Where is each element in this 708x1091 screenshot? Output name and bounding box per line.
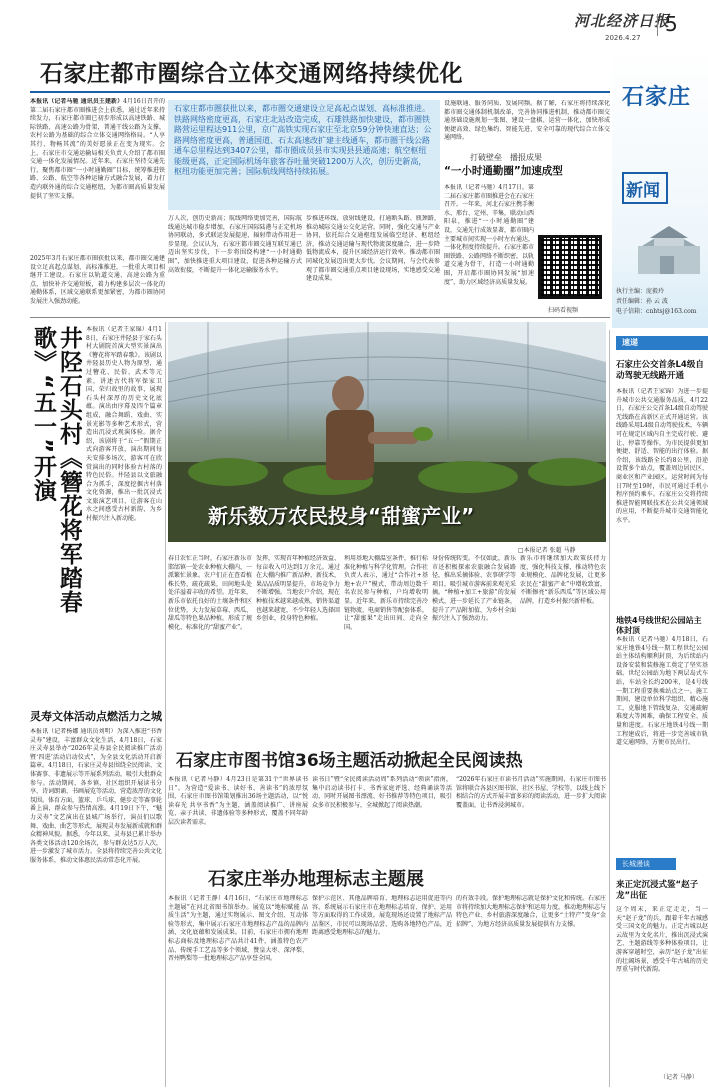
column-label-box	[616, 858, 676, 870]
sub-story-body: 本报讯（记者马驰）4月17日，第二届石家庄都市圈推进会在石家庄召开。一年来，河北石家庄携手衡水、邢台、定州、辛集，联动山西阳泉，推进“一小时通勤圈”建设，交通先行成效显著，都市圈内主要城市间实现一小时左右通达，一体化程度持续提升。石家庄都市圈铁路、公路网络不断织密，以轨道交通为骨干，打造一小时通勤圈，开启都市圈协同发展“加速度”，助力区域经济高质量发展。	[444, 184, 534, 286]
farmers-col-5: 新乐市将继续加大政策扶持力度，强化科技支撑，推动特色农业规模化、品牌化发展，让更多农民在“甜蜜产业”中增收致富，不断擦亮“新乐西瓜”等区域公用品牌，打造乡村振兴新样板。	[520, 555, 606, 605]
photo-overlay-title: 新乐数万农民投身“甜蜜产业”	[208, 504, 475, 528]
lead-column-4: 设施联通、服务同质、发展同频。据了解，石家庄将持续深化都市圈交通体制机制改革，完善协同推进机制，推动都市圈交通基础设施规划一张图、建设一盘棋、运营一体化，加快形成便捷高效、绿色集约、智能先进、安全可靠的现代综合立体交通网络。	[444, 100, 610, 142]
farmers-col-3: 利用基地大棚温室条件，推行标准化种植与科学化管理。合作社负责人表示，通过“合作社+基地+农户”模式，带动周边数千名农民参与种植，户均增收明显。近年来，新乐市持续完善冷链物流、电商销售等配套体系，让“甜蜜果”走出田间、走向全国。	[344, 555, 428, 631]
farmers-col-2: 发挥，实现首年种植经济效益、每亩收入可达到1万余元。通过在大棚内推广新品种、新技术，果品品质明显提升，市场竞争力不断增强。当地农户介绍，现在种植技术越来越成熟，销售渠道也越来越宽，不少年轻人选择回乡创业，投身特色种植。	[256, 555, 340, 623]
farmers-col-1: 春日农忙正当时，石家庄新乐市邯邰镇一处农业种植大棚内，一派繁忙景象。农户们正在查看植株长势、疏花疏果，田间地头处处洋溢着丰收的希望。近年来，新乐市依托良好的土壤条件和区位优势，大力发展草莓、西瓜、甜瓜等特色果品种植，形成了规模化、标准化的“甜蜜产业”。	[168, 555, 252, 631]
lead-callout-text: 石家庄都市圈获批以来，都市圈交通建设立足高起点谋划、高标准推进。铁路网络密度更高，石家庄北站改造完成，石雄铁路加快建设，都市圈铁路营运里程达911公里，京广高铁实现石家庄至北京59分钟快速直达；公路网络密度更高，普通国道、石太高速改扩建主线通车，都市圈干线公路通车总里程达到3407公里，都市圈成员县市实现县县通高速；航空枢纽能级更高，正定国际机场年旅客吞吐量突破1200万人次，创历史新高，枢纽功能更加完善；国际航线网络持续拓展。	[174, 104, 432, 176]
column-author: （记者 马静）	[660, 1074, 698, 1081]
village-vertical-title	[30, 326, 82, 698]
library-col-2: 读书日”暨“全民阅读活动周”系列活动“领读”指南，集中启动读书打卡、书香家庭评选、经典诵读等活动，同时开展图书漂流、好书推荐等特色项目，吸引众多市民积极参与，全城掀起了阅读热潮。	[312, 776, 452, 809]
sub-story-kicker: 打破壁垒 播报成果	[470, 153, 542, 162]
lead-headline: 石家庄都市圈综合立体交通网络持续优化	[40, 61, 463, 87]
video-qr-code[interactable]	[538, 235, 602, 299]
brief-story2-body: 本报讯（记者马驰）4月18日，石家庄地铁4号线一期工程世纪公园站主体结构顺利封顶，为后续站内设备安装和装修施工奠定了坚实基础。世纪公园站为地下两层岛式车站，车站全长约200米，是4号线一期工程重要换乘站点之一。施工期间，建设单位科学组织、精心施工，克服地下管线复杂、交通疏解难度大等困难，确保工程安全、质量和进度。石家庄地铁4号线一期工程建成后，将进一步完善城市轨道交通网络，方便市民出行。	[616, 636, 708, 747]
brief-heading-bar	[616, 336, 708, 350]
section-label: 新闻	[626, 181, 660, 201]
lead-dateline: 本报讯（记者马驰 通讯员王建新）	[30, 98, 124, 105]
farmers-col-4: 身份传统转变。不仅如此，新乐市还积极探索农旅融合发展路径，推出采摘体验、农事研学等项目，吸引城市游客前来观光采摘。“种植+加工+旅游”的发展模式，进一步延长了产业链条，提升了产品附加值，为乡村全面振兴注入了强劲动力。	[432, 555, 516, 623]
page-number: 5	[665, 12, 678, 36]
lead-column-3: 步推进环线、放射线建设，打通断头路、瓶颈路，推动城际交通公交化运营。同时，强化交通与产业协同，依托综合交通枢纽发展临空经济、枢纽经济，推动交通运输与现代物流深度融合，进一步降低物流成本，提升区域经济运行效率。推动都市圈同城化发展迈出更大步伐。会议期间，与会代表参观了都市圈交通重点项目建设现场，实地感受交通建设成果。	[306, 215, 440, 283]
lead-column-2: 万人次，创历史新高；航线网络更加完善，国际航线通达城市稳步增加，石家庄国际陆港与正定机场协同联动，多式联运发展提速，辐射带动作用进一步显现。会议认为，石家庄都市圈交通互联互通已迈出坚实步伐，下一步将围绕构建“一小时通勤圈”，加快推进重大项目建设，促进各种运输方式高效衔接，不断提升一体化运输服务水平。	[168, 215, 302, 274]
city-gate-illustration	[630, 216, 708, 276]
lead-col1-text: 4月16日召开的第二届石家庄都市圈推进会上获悉，通过近年来持续发力，石家庄都市圈已初步形成以高速铁路、城际铁路、高速公路为骨架，普通干线公路为支撑，农村公路为基础的综合立体交通网络格局。“人享其行、物畅其流”的美好愿景正在变为现实。会上，石家庄市交通运输局相关负责人介绍了都市圈交通一体化发展情况。近年来，石家庄坚持交通先行，聚焦都市圈“一小时通勤圈”目标，统筹推进铁路、公路、航空等各种运输方式融合发展，着力打造内联外通的综合交通枢纽，为都市圈高质量发展提供了坚实支撑。	[30, 98, 165, 200]
gi-headline: 石家庄举办地理标志主题展	[208, 869, 424, 890]
library-col-1: 本报讯（记者马静）4月23日是第31个“世界读书日”。为营造“爱读书、读好书、善读书”的浓厚氛围，石家庄市图书馆策划推出36场主题活动，以“悦读春光 共享书香”为主题，涵盖阅读推广、讲座展览、亲子共读、非遗体验等多种形式，覆盖不同年龄层次读者需求。	[168, 776, 308, 826]
village-title-text: 井陉石头村《簪花将军踏春歌》“五一”开演	[30, 326, 82, 614]
section-city: 石家庄	[622, 84, 692, 110]
lead-callout-box	[168, 100, 440, 210]
brief-story1-title: 石家庄公交首条L4级自动驾驶无线路开通	[616, 360, 704, 381]
email-credit	[616, 306, 696, 315]
farmer-photo	[168, 322, 606, 542]
gi-col-2: 保护示范区、其他品牌培育、地理标志运用促进等内容，系统展示石家庄市在地理标志培育、保护、运用等方面取得的工作成效。展览现场还设置了地标产品品鉴区，市民可以现场品尝、选购各地特色产品，近距离感受地理标志的魅力。	[312, 895, 452, 937]
column-label: 长城漫谈	[622, 860, 650, 868]
editor-credit: 执行主编：庞毅玲	[616, 288, 665, 295]
headline-rule	[30, 91, 610, 93]
horizontal-divider	[30, 317, 610, 318]
email-address: cnhtsj@163.com	[646, 308, 697, 315]
qr-caption: 扫码看视频	[548, 307, 579, 314]
email-label: 电子信箱：	[616, 308, 647, 315]
section-header	[612, 48, 708, 328]
lead-column-1b: 2025年3月石家庄都市圈获批以来，都市圈交通建设立足高起点谋划、高标准推进，一批重大项目相继开工建设。石家庄以轨道交通、高速公路为重点，加快补齐交通短板，着力构建多层次一体化的通勤体系，区域交通联系更加紧密，为都市圈协同发展注入强劲动能。	[30, 255, 165, 305]
issue-date: 2026.4.27	[605, 34, 641, 42]
brief-story2-title: 地铁4号线世纪公园站主体封顶	[616, 616, 702, 635]
brief-column	[612, 330, 708, 1091]
paper-name: 河北经济日报	[574, 12, 671, 30]
masthead	[0, 0, 708, 40]
library-col-3: “2026年石家庄市读书月活动”实施期间，石家庄市图书馆将联合各县区图书馆、社区书屋、学校等，以线上线下相结合的方式开展丰富多彩的阅读活动，进一步扩大阅读覆盖面，让书香浸润城市。	[456, 776, 606, 809]
column-body: 这个周末，来正定走走，当一天“赵子龙”的兵，跟着千年古城感受三国文化的魅力。正定古城以赵云故里为文化名片，推出沉浸式演艺、主题游线等多种体验项目，让游客穿越时空，亲历“赵子龙”出征的壮阔场景，感受千年古城的历史厚重与时代新韵。	[616, 906, 708, 974]
culture-body: 本报讯（记者杨娜 通讯员刘明）为深入推进“书香灵寿”建设，丰富群众文化生活，4月18日，石家庄灵寿县举办“2026年灵寿县全民阅读推广活动暨‘四进’活动启动仪式”，为全县文化活动开启新篇章。4月18日，石家庄灵寿县围绕全民阅读、文体赛事、非遗展示等开展系列活动，吸引大批群众参与。活动期间，各乡镇、社区组织开展读书分享、诗词朗诵、书画展览等活动，营造浓厚的文化氛围。体育方面，篮球、乒乓球、健步走等赛事轮番上演，群众参与热情高涨。4月19日下午，“魅力灵寿”文艺演出在县城广场举行，演员们以歌舞、戏曲、曲艺等形式，展现灵寿发展新成就和群众精神风貌。据悉，今年以来，灵寿县已累计举办各类文体活动120余场次，参与群众达5万人次，进一步激发了城市活力。全县将持续完善公共文化服务体系，推动文体惠民活动常态化开展。	[30, 728, 162, 864]
left-column-divider	[165, 322, 166, 1087]
photo-credit: □本报记者 张超 马静	[518, 547, 576, 554]
brief-heading: 速递	[622, 337, 638, 347]
library-headline: 石家庄市图书馆36场主题活动掀起全民阅读热	[176, 751, 523, 771]
brief-story1-body: 本报讯（记者王家锦）为进一步提升城市公共交通服务品质，4月22日，石家庄公交首条L4级自动驾驶无线路在高新区正式开通运营。该线路采用L4级自动驾驶技术，车辆可在规定区域内自主完成行驶、避让、停靠等操作，为市民提供更加便捷、舒适、智能的出行体验。据介绍，该线路全长约8公里，沿途设置多个站点，覆盖周边居民区、商业区和产业园区。运营时间为每日7时至19时，市民可通过手机小程序预约乘车。石家庄公交将持续推进智能网联技术在公共交通领域的应用，不断提升城市交通智能化水平。	[616, 388, 708, 524]
page-number-box	[657, 14, 688, 36]
gi-col-1: 本报讯（记者王静）4月16日，“石家庄市地理标志主题展”在河北省图书馆举办。展览以“地标赋能 品质生活”为主题，通过实物展示、图文介绍、互动体验等形式，集中展示石家庄市地理标志产品的品牌内涵、文化底蕴和发展成果。目前，石家庄市拥有地理标志商标及地理标志产品共计41件，涵盖特色农产品、传统手工艺品等多个领域，赞皇大枣、深泽梨、晋州鸭梨等一批地理标志产品享誉全国。	[168, 895, 308, 963]
column-title: 来正定沉浸式鉴“赵子龙”出征	[616, 880, 699, 901]
gi-col-3: 的有效手段。保护地理标志就是保护文化和传统。石家庄市将持续加大地理标志保护和运用力度，推动地理标志与特色产业、乡村旅游深度融合，让更多“土特产”变身“金招牌”，为地方经济高质量发展提供有力支撑。	[456, 895, 606, 928]
right-column-divider	[609, 330, 610, 1087]
sub-story-headline: “一小时通勤圈”加速成型	[444, 165, 563, 177]
section-label-box	[622, 172, 668, 204]
village-body: 本报讯（记者王家锦）4月18日，石家庄井陉县于家石头村大剧院首演大型实景演出《簪花将军踏春歌》。该剧以井陉县历史人物为原型，通过簪花、民俗、武术等元素，讲述古代将军保家卫国、荣归故里的故事，展现石头村深厚的历史文化底蕴。演出由序幕及四个篇章组成，融合舞蹈、戏曲、实景光影等多种艺术形式，营造出沉浸式观演体验。据介绍，该剧将于“五一”假期正式向游客开放，演出期间每天安排多场次，游客可在欣赏演出的同时体验古村落的特色民俗。井陉县以文旅融合为抓手，深度挖掘古村落文化资源，推出一批沉浸式文旅演艺项目，让游客在山水之间感受古村新韵，为乡村振兴注入新动能。	[86, 326, 162, 523]
proof-credit: 责任编辑：孙 云 波	[616, 298, 668, 305]
culture-headline: 灵寿文体活动点燃活力之城	[30, 710, 162, 723]
